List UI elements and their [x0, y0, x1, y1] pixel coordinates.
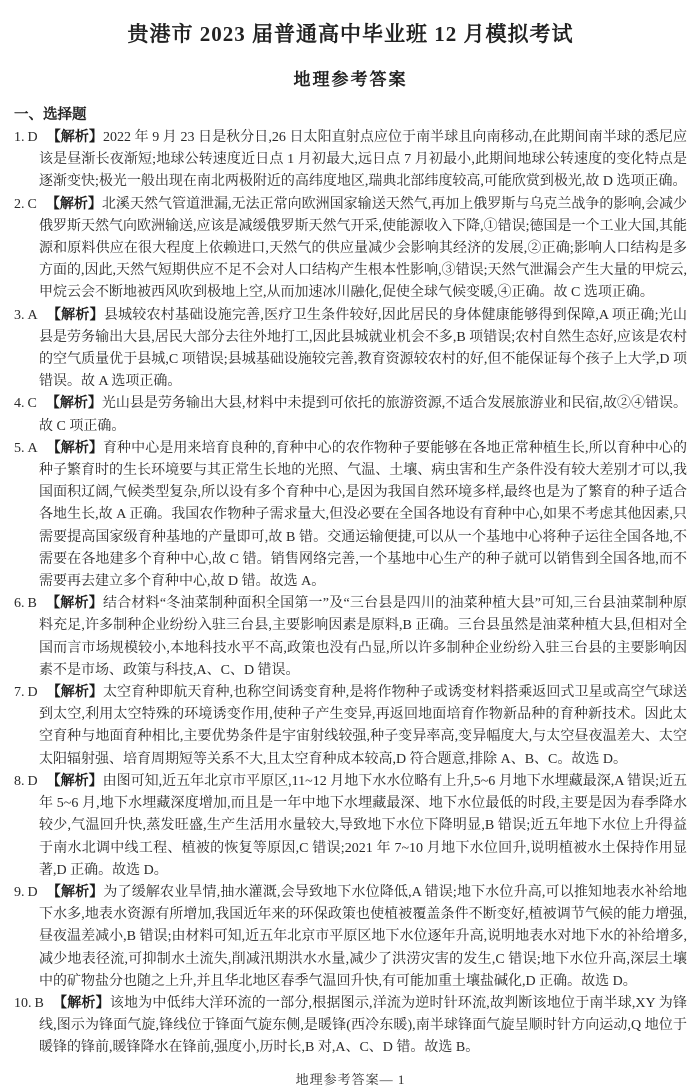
answer-item [14, 393, 687, 437]
analysis-text: 2022 年 9 月 23 日是秋分日,26 日太阳直射点应位于南半球且向南移动,在此期间南半球的悉尼应该是昼渐长夜渐短;地球公转速度近日点 1 月初最大,远日点 7 月初最小,此期间地球公转速度的变化特点是逐渐变快;极光一般出现在南北两极附近的高纬度地区,瑞典北部纬度较高,可能欣赏到极光,故 D 选项正确。 [39, 130, 688, 190]
analysis-label: 【解析】 [46, 773, 103, 789]
answer-number: 2. [14, 196, 25, 212]
analysis-label: 【解析】 [46, 440, 103, 456]
answer-letter: C [27, 196, 37, 212]
answer-number: 9. [14, 884, 25, 900]
answer-letter: C [27, 396, 37, 412]
analysis-label: 【解析】 [45, 396, 102, 412]
answer-letter: D [27, 884, 38, 900]
answer-letter: A [27, 440, 38, 456]
answer-letter: D [27, 130, 38, 145]
answer-letter: A [27, 307, 38, 323]
answer-item [14, 194, 687, 305]
analysis-text: 光山县是劳务输出大县,材料中未提到可依托的旅游资源,不适合发展旅游业和民宿,故②④错误。故 C 项正确。 [39, 396, 688, 434]
analysis-label: 【解析】 [45, 196, 102, 212]
analysis-text: 太空育种即航天育种,也称空间诱变育种,是将作物种子或诱变材料搭乘返回式卫星或高空气球送到太空,利用太空特殊的环境诱变作用,使种子产生变异,再返回地面培育作物新品种的育种新技术。因此太空育种与地面育种相比,主要优势条件是宇宙射线较强,种子变异率高,变异幅度大,与太空昼夜温差大、太空太阳辐射强、培育周期短等关系不大,且太空育种成本较高,D 符合题意,排除 A、B、C。故选 D。 [39, 685, 687, 767]
analysis-label: 【解析】 [46, 884, 104, 900]
answer-item [14, 771, 687, 882]
answer-item [14, 593, 687, 682]
answer-letter: D [27, 685, 38, 701]
answer-item [14, 127, 687, 194]
answer-number: 8. [14, 773, 25, 789]
analysis-text: 该地为中低纬大洋环流的一部分,根据图示,洋流为逆时针环流,故判断该地位于南半球,XY 为锋线,图示为锋面气旋,锋线位于锋面气旋东侧,是暖锋(西冷东暖),南半球锋面气旋呈顺时针方向运动,Q 地位于暖锋的锋前,暖锋降水在锋前,强度小,历时长,B 对,A、C、D 错。故选 B。 [39, 995, 688, 1056]
analysis-label: 【解析】 [45, 596, 103, 612]
answer-item [14, 438, 687, 593]
answer-number: 10. [14, 995, 32, 1011]
analysis-text: 结合材料“冬油菜制种面积全国第一”及“三台县是四川的油菜种植大县”可知,三台县油菜制种原料充足,许多制种企业纷纷入驻三台县,主要影响因素是原料,B 正确。三台县虽然是油菜种植大县,但相对全国而言市场规模较小,本地科技水平不高,政策也没有凸显,所以许多制种企业纷纷入驻三台县的主要影响因素不是市场、政策与科技,A、C、D 错误。 [39, 596, 687, 678]
analysis-label: 【解析】 [46, 130, 103, 145]
analysis-text: 由图可知,近五年北京市平原区,11~12 月地下水水位略有上升,5~6 月地下水埋藏最深,A 错误;近五年 5~6 月,地下水埋藏深度增加,而且是一年中地下水埋藏最深、地下水位最低的时段,主要是因为春季降水较少,气温回升快,蒸发旺盛,生产生活用水量较大,导致地下水位下降明显,B 错误;近五年地下水位上升得益于南水北调中线工程、植被的恢复等原因,C 错误;2021 年 7~10 月地下水位回升,说明植被水土保持作用显著,D 正确。故选 D。 [39, 773, 688, 878]
answer-number: 6. [14, 596, 25, 612]
answer-item [14, 305, 687, 394]
analysis-label: 【解析】 [46, 307, 104, 323]
analysis-text: 为了缓解农业旱情,抽水灌溉,会导致地下水位降低,A 错误;地下水位升高,可以推知地表水补给地下水多,地表水资源有所增加,我国近年来的环保政策也使植被覆盖条件不断变好,植被调节气候的能力增强,昼夜温差减小,B 错误;由材料可知,近五年北京市平原区地下水位逐年升高,说明地表水对地下水的补给增多,减少地表径流,可抑制水土流失,削减汛期洪水水量,减少了洪涝灾害的发生,C 错误;地下水位升高,深层土壤中的矿物盐分也随之上升,并且华北地区春季气温回升快,有可能加重土壤盐碱化,D 正确。故选 D。 [39, 884, 687, 989]
answer-item [14, 882, 687, 993]
page-footer: 地理参考答案— 1 [295, 1071, 406, 1087]
answer-number: 5. [14, 440, 25, 456]
answer-number: 7. [14, 685, 25, 701]
analysis-label: 【解析】 [46, 685, 103, 701]
answer-item [14, 682, 687, 771]
answer-number: 3. [14, 307, 25, 323]
answer-letter: B [27, 596, 37, 612]
answer-number: 4. [14, 396, 25, 412]
answer-number: 1. [14, 130, 25, 145]
page-subtitle: 地理参考答案 [293, 70, 408, 89]
analysis-text: 县城较农村基础设施完善,医疗卫生条件较好,因此居民的身体健康能够得到保障,A 项正确;光山县是劳务输出大县,居民大部分去往外地打工,因此县城就业机会不多,B 项错误;农村自然生态好,应该是农村的空气质量优于县城,C 项错误;县城基础设施较完善,教育资源较农村的好,但不能保证每个孩子上大学,D 项错误。故 A 选项正确。 [39, 307, 687, 390]
analysis-text: 北溪天然气管道泄漏,无法正常向欧洲国家输送天然气,再加上俄罗斯与乌克兰战争的影响,会减少俄罗斯天然气向欧洲输送,应该是减缓俄罗斯天然气开采,使能源收入下降,①错误;德国是一个工业大国,其能源和原料供应在很大程度上依赖进口,天然气的供应量减少会影响其经济的发展,②正确;影响人口结构是多方面的,因此,天然气短期供应不足不会对人口结构产生根本性影响,③错误;天然气泄漏会产生大量的甲烷云,甲烷云会不断地被西风吹到极地上空,从而加速冰川融化,促使全球气候变暖,④正确。故 C 选项正确。 [39, 196, 688, 301]
analysis-label: 【解析】 [52, 995, 110, 1011]
answer-list [14, 127, 687, 1060]
answer-item [14, 993, 687, 1060]
answer-letter: D [27, 773, 38, 789]
section-title: 一、选择题 [14, 107, 87, 123]
analysis-text: 育种中心是用来培育良种的,育种中心的农作物种子要能够在各地正常种植生长,所以育种中心的种子繁育时的生长环境要与其正常生长地的光照、气温、土壤、病虫害和生产条件没有较大差别才可以,我国面积辽阔,气候类型复杂,所以设有多个育种中心,是因为我国自然环境多样,最终也是为了繁育的种子适合各地生长,故 A 正确。我国农作物种子需求量大,但没必要在全国各地设有育种中心,如果不考虑其他因素,只需要提高国家级育种基地的产量即可,故 B 错。交通运输便捷,可以从一个基地中心将种子运往全国各地,不需要在各地建多个育种中心,故 C 错。销售网络完善,一个基地中心生产的种子就可以销售到全国各地,而不需要再去建立多个育种中心,故 D 错。故选 A。 [39, 440, 687, 590]
answer-letter: B [34, 995, 44, 1011]
page-title: 贵港市 2023 届普通高中毕业班 12 月模拟考试 [127, 22, 574, 46]
